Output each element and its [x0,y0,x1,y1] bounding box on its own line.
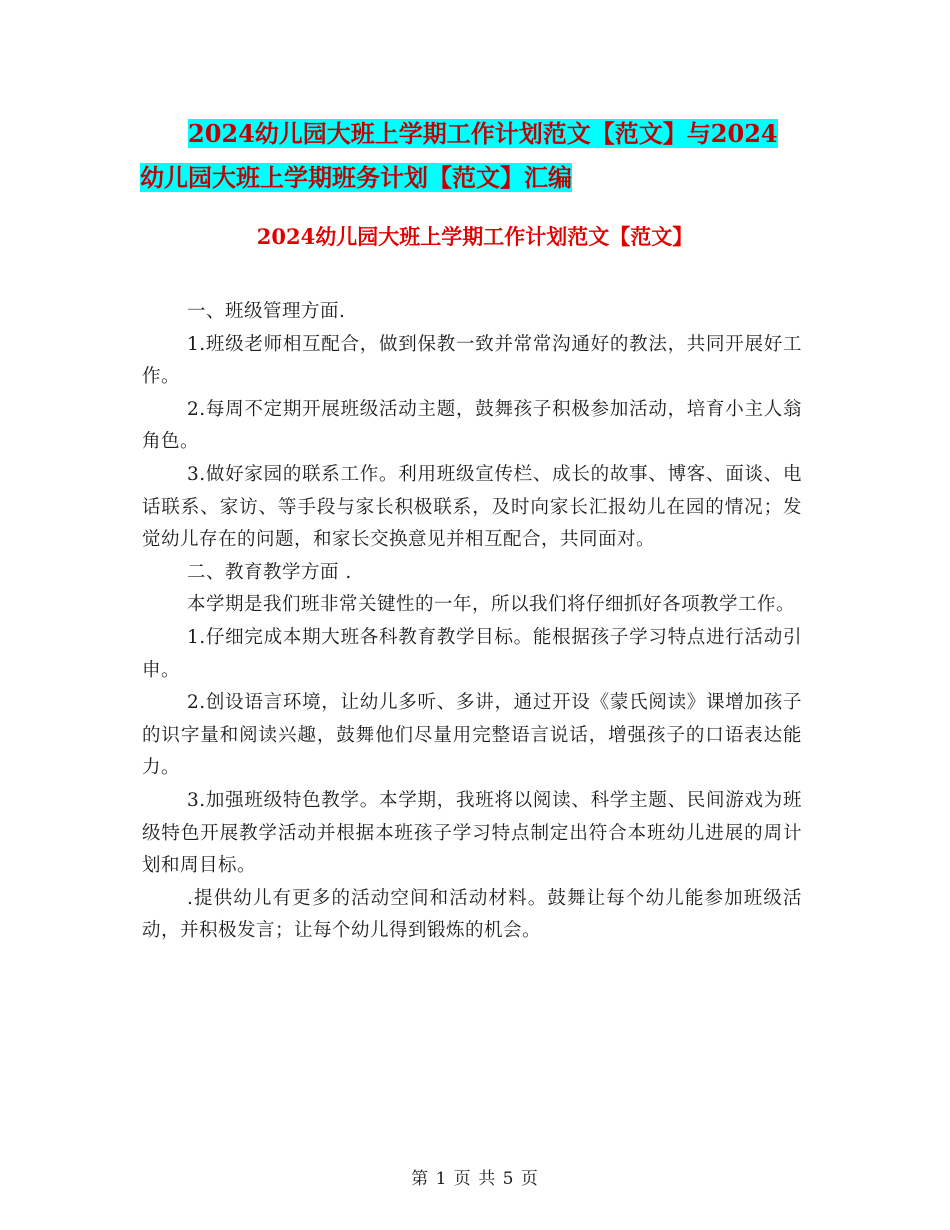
document-title [140,112,820,200]
section-title: 2024幼儿园大班上学期工作计划范文【范文】 [256,224,694,249]
title-line-1-text: 2024幼儿园大班上学期工作计划范文【范文】与2024 [188,119,778,148]
title-line-1 [140,112,820,156]
paragraph-section-heading-2: 二、教育教学方面 . [187,561,352,583]
document-body [142,296,802,948]
paragraph: 本学期是我们班非常关键性的一年，所以我们将仔细抓好各项教学工作。 [187,594,796,616]
paragraph: 3.加强班级特色教学。本学期，我班将以阅读、科学主题、民间游戏为班级特色开展教学活动并根据本班孩子学习特点制定出符合本班幼儿进展的周计划和周目标。 [142,789,802,877]
page-footer: 第 1 页 共 5 页 [411,1169,539,1189]
paragraph: 1.仔细完成本期大班各科教育教学目标。能根据孩子学习特点进行活动引申。 [142,626,802,681]
paragraph: .提供幼儿有更多的活动空间和活动材料。鼓舞让每个幼儿能参加班级活动，并积极发言；让每个幼儿得到锻炼的机会。 [142,887,802,942]
title-line-2 [140,156,820,200]
paragraph: 1.班级老师相互配合，做到保教一致并常常沟通好的教法，共同开展好工作。 [142,333,802,388]
paragraph: 2.每周不定期开展班级活动主题，鼓舞孩子积极参加活动，培育小主人翁角色。 [142,398,802,453]
paragraph: 2.创设语言环境，让幼儿多听、多讲，通过开设《蒙氏阅读》课增加孩子的识字量和阅读兴趣，鼓舞他们尽量用完整语言说话，增强孩子的口语表达能力。 [142,692,802,779]
title-line-2-text: 幼儿园大班上学期班务计划【范文】汇编 [140,163,572,192]
paragraph-section-heading-1: 一、班级管理方面. [187,301,346,322]
paragraph: 3.做好家园的联系工作。利用班级宣传栏、成长的故事、博客、面谈、电话联系、家访、等手段与家长积极联系，及时向家长汇报幼儿在园的情况；发觉幼儿存在的问题，和家长交换意见并相互配合，共同面对。 [142,463,802,551]
